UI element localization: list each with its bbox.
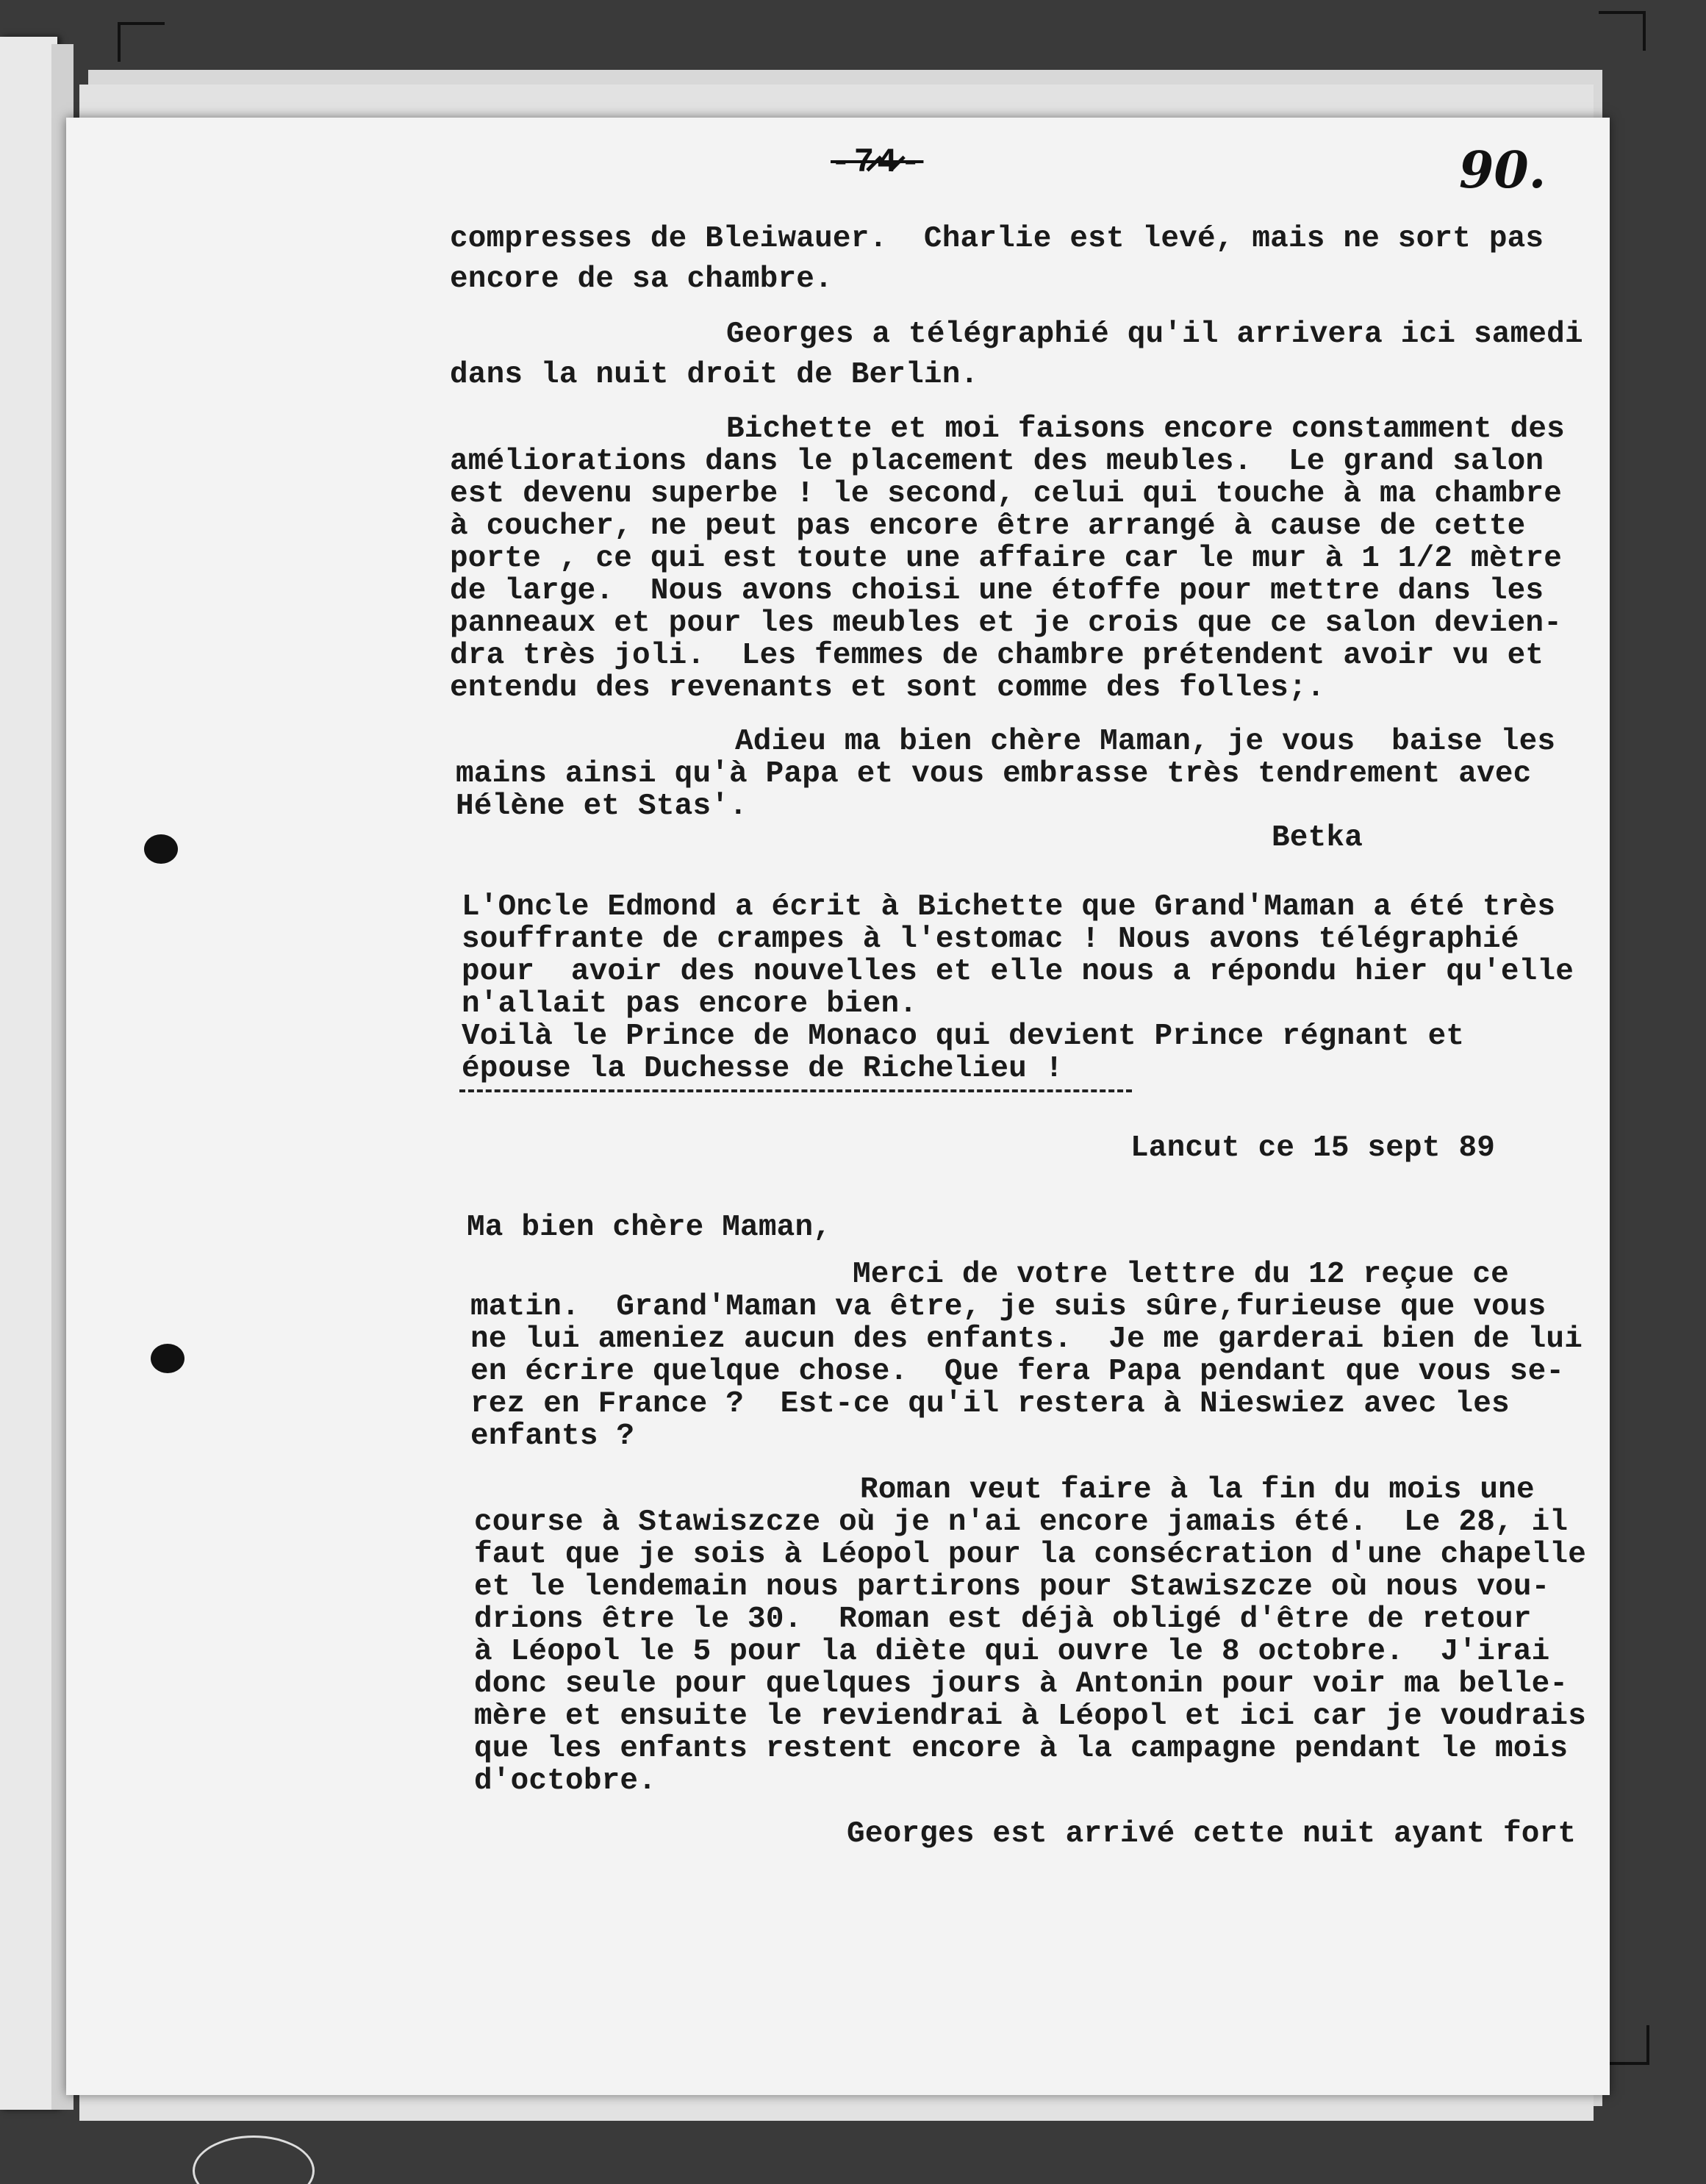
text-line: encore de sa chambre. xyxy=(450,262,833,296)
struck-page-number: -7̷̷4̷- xyxy=(831,143,924,182)
text-line: rez en France ? Est-ce qu'il restera à Nieswiez avec les xyxy=(470,1387,1510,1421)
crop-mark-top-right xyxy=(1599,11,1646,51)
text-line: et le lendemain nous partirons pour Stawiszcze où nous vou- xyxy=(474,1570,1550,1604)
text-line: dans la nuit droit de Berlin. xyxy=(450,358,979,392)
punch-hole-lower xyxy=(151,1344,184,1373)
crop-mark-top-left xyxy=(118,22,165,62)
text-line: épouse la Duchesse de Richelieu ! xyxy=(462,1052,1064,1086)
text-line: pour avoir des nouvelles et elle nous a répondu hier qu'elle xyxy=(462,955,1574,989)
text-line: L'Oncle Edmond a écrit à Bichette que Grand'Maman a été très xyxy=(462,890,1556,924)
text-line: ne lui ameniez aucun des enfants. Je me garderai bien de lui xyxy=(470,1322,1583,1356)
text-line: que les enfants restent encore à la campagne pendant le mois xyxy=(474,1732,1569,1766)
text-line: améliorations dans le placement des meubles. Le grand salon xyxy=(450,445,1544,479)
text-line: d'octobre. xyxy=(474,1764,657,1798)
adjacent-page-edge xyxy=(0,37,57,2110)
text-line: mère et ensuite le reviendrai à Léopol et ici car je voudrais xyxy=(474,1700,1587,1733)
text-line: mains ainsi qu'à Papa et vous embrasse très tendrement avec xyxy=(456,757,1532,791)
text-line: panneaux et pour les meubles et je crois que ce salon devien- xyxy=(450,606,1563,640)
text-line: compresses de Bleiwauer. Charlie est levé, mais ne sort pas xyxy=(450,222,1544,256)
text-line: Voilà le Prince de Monaco qui devient Prince régnant et xyxy=(462,1020,1465,1053)
text-line: Bichette et moi faisons encore constamment des xyxy=(726,412,1565,446)
text-line: enfants ? xyxy=(470,1419,635,1453)
text-line: Georges est arrivé cette nuit ayant fort xyxy=(847,1817,1577,1851)
punch-hole-upper xyxy=(144,834,178,864)
text-line: porte , ce qui est toute une affaire car le mur à 1 1/2 mètre xyxy=(450,542,1563,576)
text-line: matin. Grand'Maman va être, je suis sûre,furieuse que vous xyxy=(470,1290,1546,1324)
bottom-mark xyxy=(193,2135,315,2184)
text-line: est devenu superbe ! le second, celui qui touche à ma chambre xyxy=(450,477,1563,511)
text-line: dra très joli. Les femmes de chambre prétendent avoir vu et xyxy=(450,639,1544,673)
text-line: entendu des revenants et sont comme des folles;. xyxy=(450,671,1325,705)
text-line: à coucher, ne peut pas encore être arrangé à cause de cette xyxy=(450,509,1526,543)
text-line: Georges a télégraphié qu'il arrivera ici samedi xyxy=(726,318,1583,351)
text-line: course à Stawiszcze où je n'ai encore jamais été. Le 28, il xyxy=(474,1505,1569,1539)
text-line: faut que je sois à Léopol pour la consécration d'une chapelle xyxy=(474,1538,1587,1572)
dateline: Lancut ce 15 sept 89 xyxy=(1130,1131,1496,1165)
text-line: drions être le 30. Roman est déjà obligé d'être de retour xyxy=(474,1603,1532,1636)
text-line: Merci de votre lettre du 12 reçue ce xyxy=(853,1258,1509,1292)
text-line: Hélène et Stas'. xyxy=(456,790,748,823)
text-line: à Léopol le 5 pour la diète qui ouvre le 8 octobre. J'irai xyxy=(474,1635,1550,1669)
text-line: Roman veut faire à la fin du mois une xyxy=(860,1473,1535,1507)
separator-line xyxy=(459,1089,1132,1092)
folio-number: 90. xyxy=(1459,141,1546,200)
text-line: en écrire quelque chose. Que fera Papa pendant que vous se- xyxy=(470,1355,1565,1389)
text-line: Adieu ma bien chère Maman, je vous baise les xyxy=(735,725,1556,759)
text-line: n'allait pas encore bien. xyxy=(462,987,918,1021)
text-line: donc seule pour quelques jours à Antonin pour voir ma belle- xyxy=(474,1667,1569,1701)
text-line: de large. Nous avons choisi une étoffe pour mettre dans les xyxy=(450,574,1544,608)
text-line: souffrante de crampes à l'estomac ! Nous avons télégraphié xyxy=(462,923,1519,956)
signature-betka: Betka xyxy=(1272,821,1363,855)
salutation: Ma bien chère Maman, xyxy=(467,1211,832,1245)
